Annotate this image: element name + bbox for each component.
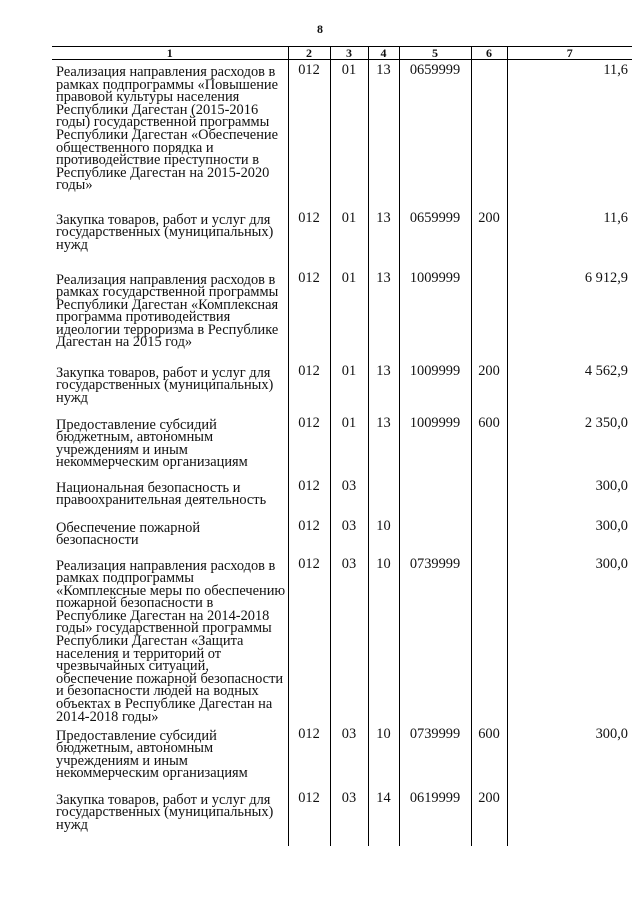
- cell-code: 012: [288, 413, 330, 476]
- row-name: Реализация направления расходов в рамках подпрограммы «Комплексные меры по обеспечению пожарной безопасности в Республике Дагестан на 2014-2018 годы» государственной программы Республики Дагестан «Защита населения и территорий от чрезвычайных ситуаций, обеспечение пожарной безопасности и безопасности людей на водных объектах в Республике Дагестан на 2014-2018 годы»: [56, 557, 286, 725]
- cell-type: [471, 554, 507, 724]
- cell-target: 1009999: [399, 268, 471, 361]
- table-row: [52, 788, 632, 846]
- cell-code: 012: [288, 516, 330, 554]
- cell-subsection: 10: [368, 554, 399, 724]
- cell-amount: 11,6: [507, 208, 632, 268]
- cell-subsection: 13: [368, 413, 399, 476]
- column-header-3: 3: [330, 47, 368, 60]
- cell-amount: [507, 788, 632, 846]
- cell-amount: 11,6: [507, 60, 632, 208]
- row-name: Закупка товаров, работ и услуг для государственных (муниципальных) нужд: [56, 364, 274, 406]
- row-name: Предоставление субсидий бюджетным, автономным учреждениям и иным некоммерческим организациям: [56, 727, 248, 782]
- cell-type: 600: [471, 724, 507, 788]
- cell-subsection: 13: [368, 268, 399, 361]
- cell-type: [471, 60, 507, 208]
- cell-code: 012: [288, 724, 330, 788]
- cell-section: 03: [330, 554, 368, 724]
- row-name: Обеспечение пожарной безопасности: [56, 519, 201, 549]
- cell-target: 0659999: [399, 60, 471, 208]
- cell-target: 1009999: [399, 413, 471, 476]
- cell-section: 01: [330, 60, 368, 208]
- cell-subsection: 13: [368, 60, 399, 208]
- column-header-2: 2: [288, 47, 330, 60]
- row-name: Реализация направления расходов в рамках государственной программы Республики Дагестан «Комплексная программа противодействия идеологии терроризма в Республике Дагестан на 2015 год»: [56, 271, 279, 351]
- column-header-7: 7: [507, 47, 632, 60]
- cell-subsection: 13: [368, 361, 399, 413]
- row-name: Реализация направления расходов в рамках подпрограммы «Повышение правовой культуры населения Республики Дагестан (2015-2016 годы) государственной программы Республики Дагестан «Обеспечение общественного порядка и противодействие преступности в Республике Дагестан на 2015-2020 годы»: [56, 64, 279, 194]
- cell-target: 0739999: [399, 554, 471, 724]
- cell-amount: 300,0: [507, 554, 632, 724]
- cell-subsection: 10: [368, 516, 399, 554]
- cell-subsection: 14: [368, 788, 399, 846]
- cell-target: 0659999: [399, 208, 471, 268]
- cell-section: 03: [330, 788, 368, 846]
- cell-target: [399, 476, 471, 516]
- cell-amount: 4 562,9: [507, 361, 632, 413]
- cell-code: 012: [288, 476, 330, 516]
- cell-section: 03: [330, 724, 368, 788]
- cell-amount: 300,0: [507, 476, 632, 516]
- cell-target: 1009999: [399, 361, 471, 413]
- column-header-5: 5: [399, 47, 471, 60]
- cell-code: 012: [288, 60, 330, 208]
- cell-type: 200: [471, 788, 507, 846]
- cell-subsection: 10: [368, 724, 399, 788]
- cell-code: 012: [288, 554, 330, 724]
- cell-section: 01: [330, 208, 368, 268]
- cell-section: 03: [330, 516, 368, 554]
- row-name: Предоставление субсидий бюджетным, автономным учреждениям и иным некоммерческим организациям: [56, 416, 248, 471]
- table-row: [52, 60, 632, 208]
- cell-amount: 300,0: [507, 516, 632, 554]
- table-row: [52, 268, 632, 361]
- cell-amount: 2 350,0: [507, 413, 632, 476]
- budget-table: [52, 46, 632, 846]
- cell-code: 012: [288, 268, 330, 361]
- table-row: [52, 516, 632, 554]
- cell-target: 0739999: [399, 724, 471, 788]
- cell-amount: 6 912,9: [507, 268, 632, 361]
- cell-code: 012: [288, 208, 330, 268]
- table-row: [52, 413, 632, 476]
- cell-target: 0619999: [399, 788, 471, 846]
- cell-section: 01: [330, 268, 368, 361]
- cell-type: 600: [471, 413, 507, 476]
- cell-type: 200: [471, 208, 507, 268]
- cell-type: [471, 516, 507, 554]
- cell-subsection: [368, 476, 399, 516]
- column-header-1: 1: [52, 47, 288, 60]
- row-name: Закупка товаров, работ и услуг для государственных (муниципальных) нужд: [56, 791, 274, 833]
- cell-type: [471, 268, 507, 361]
- table-row: [52, 476, 632, 516]
- cell-section: 01: [330, 361, 368, 413]
- row-name: Закупка товаров, работ и услуг для государственных (муниципальных) нужд: [56, 211, 274, 253]
- cell-section: 03: [330, 476, 368, 516]
- cell-amount: 300,0: [507, 724, 632, 788]
- page-number: 8: [317, 22, 323, 36]
- table-row: [52, 208, 632, 268]
- cell-code: 012: [288, 788, 330, 846]
- column-header-6: 6: [471, 47, 507, 60]
- column-header-4: 4: [368, 47, 399, 60]
- cell-type: [471, 476, 507, 516]
- table-header-row: [52, 47, 632, 60]
- table-row: [52, 554, 632, 724]
- cell-subsection: 13: [368, 208, 399, 268]
- cell-type: 200: [471, 361, 507, 413]
- cell-code: 012: [288, 361, 330, 413]
- table-row: [52, 361, 632, 413]
- cell-section: 01: [330, 413, 368, 476]
- table-row: [52, 724, 632, 788]
- cell-target: [399, 516, 471, 554]
- row-name: Национальная безопасность и правоохранительная деятельность: [56, 479, 267, 509]
